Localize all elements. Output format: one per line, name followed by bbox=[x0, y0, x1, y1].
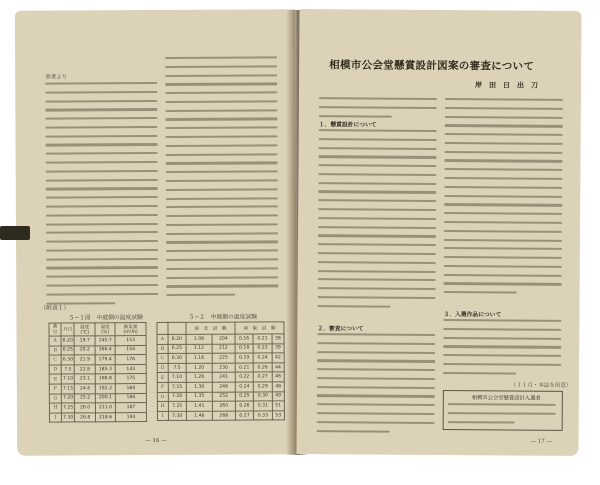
table-cell: 21.9 bbox=[74, 355, 95, 365]
table-cell: 0.22 bbox=[235, 372, 253, 382]
table-row bbox=[49, 336, 146, 346]
table1-col-header: 換気量(m³/h) bbox=[115, 323, 146, 336]
right-page bbox=[296, 9, 581, 456]
table-cell: 1.41 bbox=[186, 401, 212, 411]
table-cell: 1.12 bbox=[186, 344, 212, 354]
right-text-column-2b bbox=[443, 319, 561, 381]
table-cell: 46 bbox=[272, 372, 284, 382]
table2-group-header: 南 東 試 験 bbox=[235, 322, 284, 334]
left-page bbox=[15, 9, 297, 455]
table-cell: 0.26 bbox=[235, 401, 253, 411]
article-author: 岸 田 日 出 刀 bbox=[475, 80, 539, 90]
section-heading-1: １．懸賞設計について bbox=[318, 122, 377, 129]
table-cell: 0.18 bbox=[235, 344, 253, 354]
table2 bbox=[156, 321, 285, 421]
table-row bbox=[49, 364, 146, 374]
table-cell: 6.20 bbox=[61, 336, 74, 346]
winners-list bbox=[448, 403, 556, 430]
table-cell: 42 bbox=[272, 353, 284, 363]
table-cell: Ｃ bbox=[157, 354, 168, 364]
table-cell: 6.30 bbox=[168, 354, 186, 364]
table-cell: 192.2 bbox=[95, 384, 115, 394]
table-cell: 252 bbox=[212, 392, 235, 402]
table-row bbox=[49, 374, 146, 384]
table1-label: （附表１） bbox=[40, 305, 70, 312]
table-cell: Ｅ bbox=[157, 373, 168, 383]
table-cell: 23.1 bbox=[75, 374, 96, 384]
table-cell: 24.6 bbox=[75, 384, 96, 394]
table-cell: 49 bbox=[272, 391, 284, 401]
table-cell: 26.8 bbox=[75, 413, 96, 423]
right-text-column-1c bbox=[317, 333, 436, 439]
table-cell: 6.25 bbox=[168, 344, 186, 354]
table-cell: 39 bbox=[272, 343, 284, 353]
table-cell: 26.0 bbox=[75, 403, 96, 413]
table-cell: 153 bbox=[115, 336, 146, 346]
table-cell: 0.16 bbox=[235, 334, 253, 344]
table-cell: Ｈ bbox=[49, 403, 61, 413]
table-cell: 0.24 bbox=[235, 382, 253, 392]
table-cell: 143 bbox=[115, 364, 146, 374]
table-cell: 166.4 bbox=[95, 345, 115, 355]
table-cell: 7.15 bbox=[168, 382, 186, 392]
table-cell: 48 bbox=[272, 382, 284, 392]
table-cell: 185.3 bbox=[95, 364, 115, 374]
table-cell: Ｃ bbox=[49, 355, 61, 365]
winners-box-title: 相模市公会堂懸賞設計入選者 bbox=[471, 395, 541, 402]
table-row bbox=[49, 355, 146, 365]
side-note: （１１月・本誌を用意） bbox=[510, 382, 572, 389]
table-cell: 44 bbox=[272, 363, 284, 373]
table-cell: 1.35 bbox=[186, 392, 212, 402]
table-cell: 160 bbox=[115, 384, 146, 394]
table-cell: Ａ bbox=[49, 336, 61, 346]
left-text-column-2 bbox=[165, 56, 278, 302]
table-cell: 0.29 bbox=[254, 382, 272, 392]
table-cell: Ｄ bbox=[49, 365, 61, 375]
table-cell: Ｂ bbox=[157, 344, 168, 354]
table-cell: Ｈ bbox=[157, 402, 168, 412]
table-cell: 19.7 bbox=[74, 336, 95, 346]
table-cell: 51 bbox=[272, 401, 284, 411]
table-cell: 20.2 bbox=[74, 345, 95, 355]
table-cell: 0.23 bbox=[253, 343, 271, 353]
left-page-number: — 16 — bbox=[145, 437, 167, 445]
table2-header-row bbox=[157, 322, 284, 335]
table-cell: 6.20 bbox=[168, 334, 186, 344]
table-cell: 211.0 bbox=[95, 403, 115, 413]
table-cell: 1.20 bbox=[186, 363, 212, 373]
table-cell: 7.20 bbox=[61, 393, 74, 403]
table1-col-header: 湿度(%) bbox=[95, 323, 115, 336]
table-cell: 0.33 bbox=[254, 411, 272, 421]
table1-col-header: 温度(℃) bbox=[74, 323, 95, 336]
table1-col-header: 月日 bbox=[61, 323, 74, 336]
table-row bbox=[49, 393, 146, 403]
table-cell: 0.27 bbox=[235, 411, 253, 421]
table-cell: 0.24 bbox=[253, 353, 271, 363]
table-cell: 0.21 bbox=[253, 334, 271, 344]
table2-group-header: 南 北 試 験 bbox=[186, 322, 235, 334]
bookmark-tab bbox=[0, 226, 30, 240]
table-cell: 145.7 bbox=[95, 336, 115, 346]
table-cell: Ｉ bbox=[49, 413, 61, 423]
table-cell: 6.25 bbox=[61, 346, 74, 356]
table-cell: 176 bbox=[115, 355, 146, 365]
table-cell: 1.30 bbox=[186, 382, 212, 392]
winners-box bbox=[443, 390, 563, 431]
table2-col-header bbox=[157, 322, 168, 334]
table-cell: 175 bbox=[115, 374, 146, 384]
table1 bbox=[48, 322, 147, 423]
table-row bbox=[49, 412, 146, 422]
table-cell: 7.25 bbox=[168, 401, 186, 411]
table-row bbox=[49, 345, 146, 355]
table1-col-header: 番号 bbox=[49, 323, 61, 336]
table-row bbox=[157, 411, 284, 421]
table-cell: 25.2 bbox=[75, 393, 96, 403]
table-cell: 22.8 bbox=[75, 365, 96, 375]
table-cell: 0.26 bbox=[253, 363, 271, 373]
table-cell: 248 bbox=[212, 382, 235, 392]
table-cell: 1.08 bbox=[186, 334, 212, 344]
table-cell: Ａ bbox=[157, 334, 168, 344]
table-cell: 154 bbox=[115, 345, 146, 355]
article-title: 相模市公会堂懸賞設計図案の審査について bbox=[329, 59, 535, 73]
table-cell: 6.30 bbox=[61, 355, 74, 365]
table-cell: 0.21 bbox=[235, 363, 253, 373]
table1-caption: ５−１図 中庭側の温度試験 bbox=[68, 315, 143, 322]
table-cell: 184 bbox=[115, 393, 146, 403]
table-cell: 7.10 bbox=[168, 373, 186, 383]
table-cell: 187 bbox=[116, 403, 147, 413]
table-cell: 0.27 bbox=[253, 372, 271, 382]
section-heading-2: ２．審査について bbox=[317, 326, 364, 333]
right-text-column-1b bbox=[317, 129, 436, 314]
table-row bbox=[49, 384, 146, 394]
table-cell: 7.15 bbox=[61, 384, 74, 394]
table-cell: 0.30 bbox=[254, 391, 272, 401]
table-cell: 7.30 bbox=[168, 411, 186, 421]
table-cell: 193 bbox=[116, 412, 147, 422]
table-cell: 241 bbox=[212, 372, 235, 382]
table-cell: 218.6 bbox=[96, 412, 116, 422]
table-cell: 7.5 bbox=[168, 363, 186, 373]
table-cell: 260 bbox=[212, 401, 235, 411]
table-cell: Ｄ bbox=[157, 363, 168, 373]
table-cell: 38 bbox=[272, 334, 284, 344]
table-cell: 7.20 bbox=[168, 392, 186, 402]
table-cell: 268 bbox=[212, 411, 235, 421]
table-cell: 1.26 bbox=[186, 373, 212, 383]
table-cell: 1.46 bbox=[186, 411, 212, 421]
table-cell: 212 bbox=[212, 344, 235, 354]
table-cell: 1.16 bbox=[186, 353, 212, 363]
table-cell: 188.8 bbox=[95, 374, 115, 384]
table-cell: 53 bbox=[272, 411, 284, 421]
table-cell: 7.10 bbox=[61, 374, 74, 384]
table-cell: Ｆ bbox=[157, 382, 168, 392]
table-cell: 7.30 bbox=[62, 413, 75, 423]
opening-note: 筆者より bbox=[45, 74, 68, 81]
table-cell: 0.25 bbox=[235, 392, 253, 402]
table-cell: 0.31 bbox=[254, 401, 272, 411]
table-cell: 7.25 bbox=[61, 403, 74, 413]
table-cell: Ｇ bbox=[157, 392, 168, 402]
table-cell: 179.4 bbox=[95, 355, 115, 365]
section-heading-3: ３．入選作品について bbox=[443, 312, 502, 319]
left-text-column-1 bbox=[45, 82, 158, 311]
table-cell: Ｆ bbox=[49, 384, 61, 394]
table2-col-header bbox=[168, 322, 186, 334]
table-cell: 225 bbox=[212, 353, 235, 363]
table-cell: 0.19 bbox=[235, 353, 253, 363]
table-row bbox=[49, 403, 146, 413]
table-cell: 200.1 bbox=[95, 393, 115, 403]
table-cell: Ｂ bbox=[49, 346, 61, 356]
table-cell: Ｇ bbox=[49, 394, 61, 404]
right-text-column-2 bbox=[444, 98, 563, 301]
table-cell: 204 bbox=[212, 334, 235, 344]
table1-header-row bbox=[49, 323, 146, 337]
table-cell: Ｉ bbox=[157, 411, 168, 421]
right-page-number: — 17 — bbox=[530, 438, 553, 445]
table-cell: 230 bbox=[212, 363, 235, 373]
table2-caption: ５−２ 中庭側の温度試験 bbox=[188, 314, 258, 321]
table-cell: Ｅ bbox=[49, 374, 61, 384]
table-cell: 7.5 bbox=[61, 365, 74, 375]
